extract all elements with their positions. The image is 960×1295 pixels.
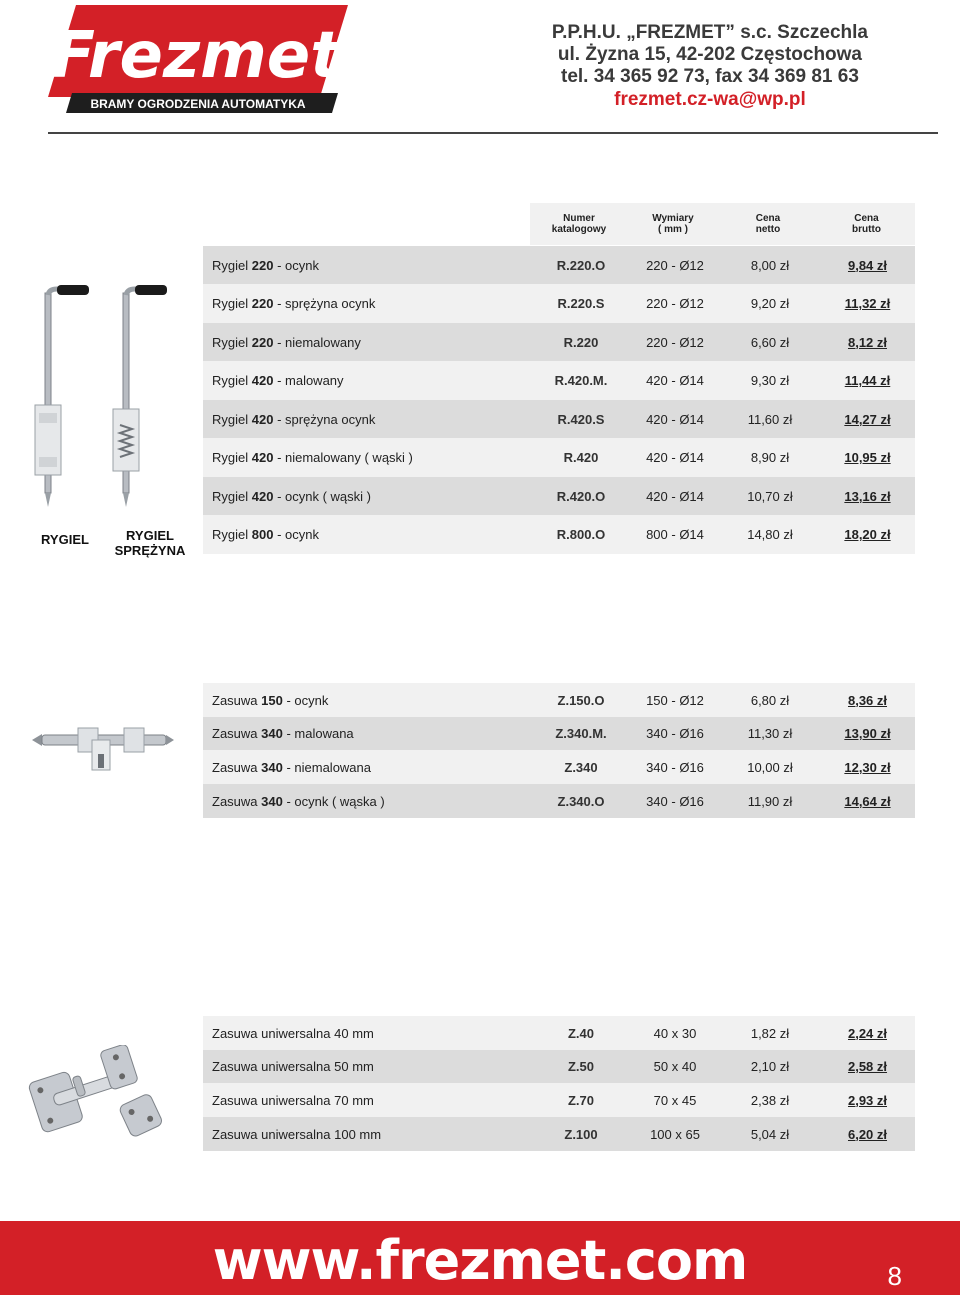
- page-number: 8: [887, 1261, 902, 1291]
- table-row: [203, 784, 915, 818]
- gross-price: 2,58 zł: [847, 1059, 888, 1074]
- dimensions: 220 - Ø12: [646, 334, 704, 350]
- product-name: Zasuwa uniwersalna 100 mm: [212, 1126, 382, 1142]
- product-name: Rygiel 220 - ocynk: [212, 257, 319, 273]
- dimensions: 100 x 65: [650, 1126, 700, 1142]
- net-price: 11,60 zł: [747, 411, 793, 427]
- footer-bar: [0, 1221, 960, 1295]
- zasuwa-uniwersalna-price-table: [203, 1016, 915, 1151]
- zasuwa-price-table: [203, 683, 915, 818]
- gross-price: 2,24 zł: [847, 1025, 888, 1041]
- dimensions: 420 - Ø14: [646, 450, 704, 465]
- catalog-number: Z.150.O: [557, 692, 605, 708]
- catalog-number: Z.340.O: [557, 793, 605, 809]
- product-name: Zasuwa 340 - ocynk ( wąska ): [212, 793, 385, 809]
- rygiel-image: [25, 285, 195, 525]
- net-price: 2,10 zł: [750, 1059, 790, 1074]
- gross-price: 12,30 zł: [844, 759, 891, 775]
- dimensions: 420 - Ø14: [646, 373, 704, 388]
- table-row: [203, 683, 915, 717]
- gross-price: 13,16 zł: [844, 488, 891, 504]
- col-net-price: Cena netto: [755, 213, 781, 235]
- table-row: [203, 1016, 915, 1050]
- net-price: 6,80 zł: [750, 692, 790, 708]
- gross-price: 10,95 zł: [844, 450, 891, 465]
- company-phone: tel. 34 365 92 73, fax 34 369 81 63: [561, 66, 859, 87]
- zasuwa-image: [28, 710, 178, 780]
- company-address: ul. Żyzna 15, 42-202 Częstochowa: [557, 44, 863, 65]
- logo-wordmark: Frezmet: [51, 19, 341, 93]
- product-name: Rygiel 220 - niemalowany: [212, 334, 361, 350]
- product-name: Rygiel 420 - ocynk ( wąski ): [212, 488, 371, 504]
- col-dimensions: Wymiary ( mm ): [652, 213, 694, 235]
- gross-price: 11,44 zł: [844, 373, 891, 388]
- catalog-number: R.420.M.: [554, 373, 608, 388]
- col-catalog-number: Numer katalogowy: [551, 213, 607, 235]
- product-name: Zasuwa uniwersalna 40 mm: [212, 1025, 374, 1041]
- catalog-number: R.420: [563, 450, 599, 465]
- product-name: Rygiel 420 - malowany: [212, 373, 344, 388]
- gross-price: 6,20 zł: [847, 1126, 888, 1142]
- company-email[interactable]: frezmet.cz-wa@wp.pl: [614, 89, 806, 110]
- table-row: [203, 515, 915, 554]
- table-row: [203, 284, 915, 323]
- table-row: [203, 438, 915, 477]
- net-price: 8,00 zł: [750, 257, 790, 273]
- dimensions: 150 - Ø12: [646, 692, 704, 708]
- dimensions: 340 - Ø16: [646, 726, 704, 741]
- col-gross-price: Cena brutto: [852, 213, 881, 235]
- rygiel-price-table: [203, 246, 915, 554]
- product-name: Rygiel 420 - sprężyna ocynk: [212, 411, 376, 427]
- catalog-number: R.800.O: [556, 527, 606, 542]
- net-price: 6,60 zł: [750, 334, 790, 350]
- dimensions: 420 - Ø14: [646, 411, 704, 427]
- net-price: 14,80 zł: [747, 527, 793, 542]
- product-name: Zasuwa 340 - malowana: [212, 726, 354, 741]
- net-price: 2,38 zł: [750, 1092, 790, 1108]
- gross-price: 18,20 zł: [844, 527, 891, 542]
- table-row: [203, 1117, 915, 1151]
- website-link[interactable]: www.frezmet.com: [212, 1229, 748, 1292]
- dimensions: 340 - Ø16: [646, 759, 704, 775]
- net-price: 10,00 zł: [747, 759, 793, 775]
- logo-tagline: BRAMY OGRODZENIA AUTOMATYKA: [90, 97, 306, 111]
- table-row: [203, 323, 915, 361]
- table-row: [203, 400, 915, 438]
- dimensions: 50 x 40: [653, 1059, 697, 1074]
- catalog-number: R.220: [563, 334, 599, 350]
- product-name: Zasuwa uniwersalna 50 mm: [212, 1059, 374, 1074]
- company-name: P.P.H.U. „FREZMET” s.c. Szczechla: [551, 22, 868, 43]
- product-name: Zasuwa 150 - ocynk: [212, 692, 329, 708]
- dimensions: 40 x 30: [653, 1025, 697, 1041]
- dimensions: 220 - Ø12: [646, 257, 704, 273]
- gross-price: 8,36 zł: [847, 692, 888, 708]
- product-name: Zasuwa uniwersalna 70 mm: [212, 1092, 374, 1108]
- gross-price: 2,93 zł: [847, 1092, 888, 1108]
- net-price: 8,90 zł: [750, 450, 790, 465]
- table-row: [203, 477, 915, 515]
- net-price: 9,30 zł: [750, 373, 790, 388]
- price-table-header: [530, 203, 915, 245]
- dimensions: 70 x 45: [653, 1092, 697, 1108]
- net-price: 1,82 zł: [750, 1025, 790, 1041]
- catalog-number: Z.40: [567, 1025, 594, 1041]
- net-price: 9,20 zł: [750, 296, 790, 311]
- caption-rygiel: RYGIEL: [41, 532, 89, 547]
- zasuwa-uniwersalna-image: [24, 1045, 174, 1140]
- table-row: [203, 361, 915, 400]
- product-name: Rygiel 800 - ocynk: [212, 527, 319, 542]
- caption-rygiel-sprezyna: RYGIEL SPRĘŻYNA: [114, 528, 186, 558]
- dimensions: 220 - Ø12: [646, 296, 704, 311]
- gross-price: 14,27 zł: [844, 411, 891, 427]
- catalog-number: Z.70: [567, 1092, 594, 1108]
- gross-price: 8,12 zł: [847, 334, 888, 350]
- catalog-number: Z.100: [564, 1126, 598, 1142]
- table-row: [203, 246, 915, 284]
- catalog-number: R.420.O: [556, 488, 606, 504]
- gross-price: 13,90 zł: [844, 726, 891, 741]
- table-row: [203, 1050, 915, 1083]
- frezmet-logo: [48, 5, 348, 115]
- gross-price: 14,64 zł: [844, 793, 891, 809]
- net-price: 11,30 zł: [747, 726, 793, 741]
- catalog-number: R.220.O: [556, 257, 606, 273]
- table-row: [203, 750, 915, 784]
- catalog-number: Z.50: [567, 1059, 594, 1074]
- product-name: Rygiel 420 - niemalowany ( wąski ): [212, 450, 413, 465]
- catalog-number: R.220.S: [557, 296, 605, 311]
- product-name: Rygiel 220 - sprężyna ocynk: [212, 296, 376, 311]
- catalog-number: Z.340: [564, 759, 598, 775]
- net-price: 5,04 zł: [750, 1126, 790, 1142]
- product-name: Zasuwa 340 - niemalowana: [212, 759, 371, 775]
- net-price: 11,90 zł: [747, 793, 793, 809]
- table-row: [203, 1083, 915, 1117]
- catalog-number: R.420.S: [557, 411, 605, 427]
- table-row: [203, 717, 915, 750]
- dimensions: 420 - Ø14: [646, 488, 704, 504]
- gross-price: 9,84 zł: [847, 257, 888, 273]
- gross-price: 11,32 zł: [844, 296, 891, 311]
- dimensions: 800 - Ø14: [646, 527, 704, 542]
- dimensions: 340 - Ø16: [646, 793, 704, 809]
- catalog-number: Z.340.M.: [555, 726, 607, 741]
- net-price: 10,70 zł: [747, 488, 793, 504]
- company-info: [552, 22, 868, 112]
- header-divider: [48, 132, 938, 134]
